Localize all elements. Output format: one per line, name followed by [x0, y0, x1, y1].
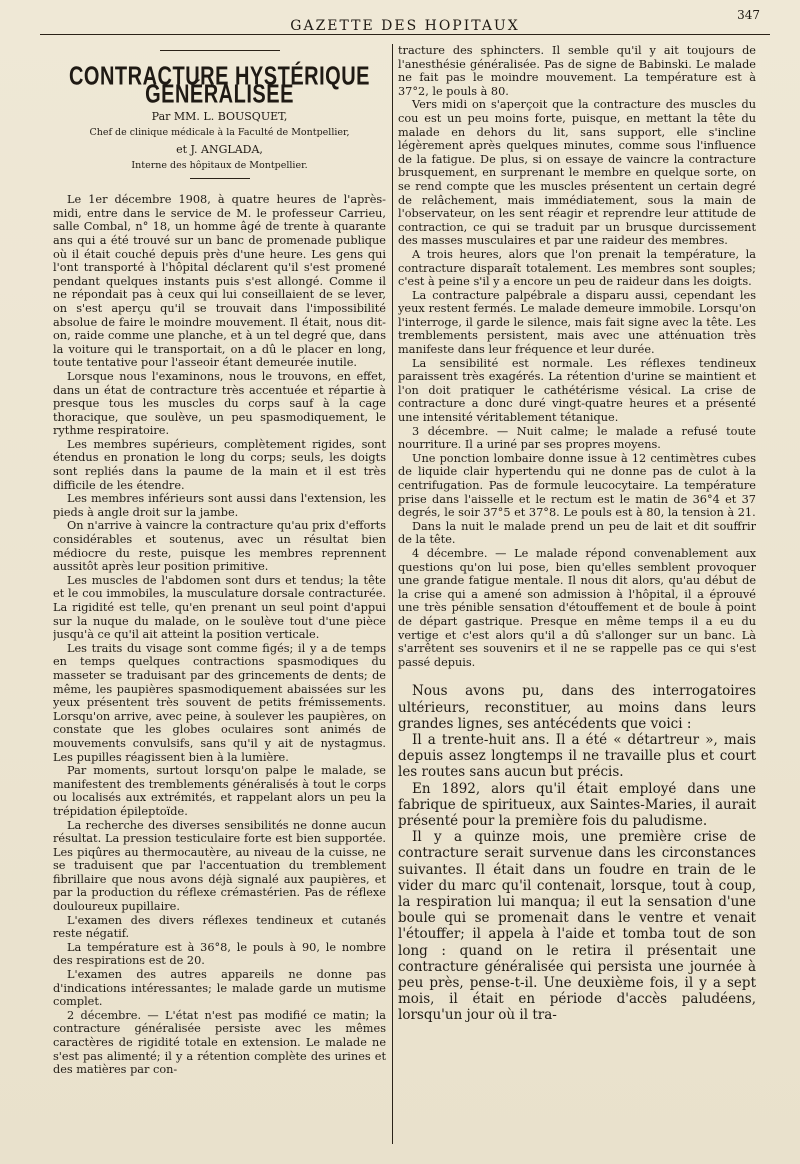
header-rule [40, 34, 770, 35]
title-rule-top [160, 50, 280, 51]
column-divider [392, 44, 393, 1144]
paragraph: La contracture palpébrale a disparu aussi, cependant les yeux restent fermés. Le malade demeure immobile. Lorsqu'on l'interroge, il garde le silence, mais fait signe avec la tête. Les tremblements persistent, mais avec une atténuation très manifeste dans leur fréquence et leur durée. [398, 288, 756, 357]
paragraph: Dans la nuit le malade prend un peu de lait et dit souffrir de la tête. [398, 519, 756, 547]
author-affiliation-2: Interne des hôpitaux de Montpellier. [131, 160, 308, 172]
paragraph: Lorsque nous l'examinons, nous le trouvons, en effet, dans un état de contracture très accentuée et répartie à presque tous les muscles du corps sauf à la cage thoracique, que soulève, un peu spasmodiquement, le rythme respiratoire. [53, 369, 386, 438]
paragraph: Par moments, surtout lorsqu'on palpe le malade, se manifestent des tremblements généralisés à tout le corps ou localisés aux extrémités, et rappelant alors un peu la trépidation épileptoïde. [53, 764, 386, 818]
paragraph: Les membres supérieurs, complètement rigides, sont étendus en pronation le long du corps; seuls, les doigts sont repliés dans la paume de la main et il est très difficile de les étendre. [53, 437, 386, 492]
paragraph: A trois heures, alors que l'on prenait la température, la contracture disparaît totalement. Les membres sont souples; c'est à peine s'il y a encore un peu de raideur dans les doigts. [398, 247, 756, 289]
paragraph: La température est à 36°8, le pouls à 90, le nombre des respirations est de 20. [53, 940, 386, 968]
paragraph: On n'arrive à vaincre la contracture qu'au prix d'efforts considérables et soutenus, avec un résultat bien médiocre du reste, puisque les membres reprennent aussitôt après leur position primitive. [53, 519, 386, 574]
paragraph: Les muscles de l'abdomen sont durs et tendus; la tête et le cou immobiles, la musculature dorsale contracturée. La rigidité est telle, qu'en prenant un seul point d'appui sur la nuque du malade, on le soulève tout d'une pièce jusqu'à ce qu'il ait atteint la position verticale. [53, 573, 386, 642]
paragraph: La recherche des diverses sensibilités ne donne aucun résultat. La pression testiculaire forte est bien supportée. Les piqûres au thermocautère, au niveau de la cuisse, ne se traduisent que par l'accentuation du tremblement fibrillaire que nous avons déjà signalé aux paupières, et par la production du réflexe crémastérien. Pas de réflexe douloureux pupillaire. [53, 818, 386, 914]
paragraph: Les traits du visage sont comme figés; il y a de temps en temps quelques contractions spasmodiques du masseter se traduisant par des grincements de dents; de même, les paupières spasmodiquement abaissées sur les yeux présentent très souvent de petits frémissements. Lorsqu'on arrive, avec peine, à soulever les paupières, on constate que les globes oculaires sont animés de mouvements convulsifs, sans qu'il y ait de nystagmus. Les pupilles réagissent bien à la lumière. [53, 641, 386, 764]
paragraph: Le 1er décembre 1908, à quatre heures de l'après-midi, entre dans le service de M. le professeur Carrieu, salle Combal, n° 18, un homme âgé de trente à quarante ans qui a été trouvé sur un banc de promenade publique où il était couché depuis près d'une heure. Les gens qui l'ont transporté à l'hôpital déclarent qu'il s'est promené pendant quelques instants puis s'est allongé. Comme il ne répondait pas à ceux qui lui conseillaient de se lever, on s'est aperçu qu'il se trouvait dans l'impossibilité absolue de faire le moindre mouvement. Il était, nous dit-on, raide comme une planche, et à un tel degré que, dans la voiture qui le transportait, on a dû le placer en long, toute tentative pour l'asseoir étant demeurée inutile. [53, 193, 386, 370]
title-rule-bottom [190, 178, 250, 179]
right-column [398, 44, 756, 1154]
paragraph: Nous avons pu, dans des interrogatoires ultérieurs, reconstituer, au moins dans leurs grandes lignes, ses antécédents que voici : [398, 683, 756, 732]
paragraph: Il y a quinze mois, une première crise de contracture serait survenue dans les circonstances suivantes. Il était dans un foudre en train de le vider du marc qu'il contenait, lorsque, tout à coup, la respiration lui manqua; il eut la sensation d'une boule qui se promenait dans le ventre et venait l'étouffer; il appela à l'aide et tomba tout de son long : quand on le retira il présentait une contracture généralisée qui persista une journée à peu près, pense-t-il. Une deuxième fois, il y a sept mois, il était en période d'accès paludéens, lorsqu'un jour où il tra- [398, 829, 756, 1024]
author-byline: Par MM. L. BOUSQUET, [151, 110, 288, 124]
paragraph: La sensibilité est normale. Les réflexes tendineux paraissent très exagérés. La rétention d'urine se maintient et l'on doit pratiquer le cathétérisme vésical. La crise de contracture a donc duré vingt-quatre heures et a présenté une intensité véritablement tétanique. [398, 356, 756, 425]
left-column [53, 44, 386, 1144]
article-title: CONTRACTURE HYSTÉRIQUE GÉNÉRALISÉE [68, 62, 370, 109]
page-number: 347 [737, 8, 760, 22]
section-gap [398, 669, 756, 683]
paragraph: Les membres inférieurs sont aussi dans l'extension, les pieds à angle droit sur la jambe. [53, 492, 386, 519]
journal-title: GAZETTE DES HOPITAUX [290, 18, 520, 34]
author-byline-2: et J. ANGLADA, [176, 143, 263, 157]
paragraph: L'examen des autres appareils ne donne pas d'indications intéressantes; le malade garde un mutisme complet. [53, 968, 386, 1009]
paragraph: 2 décembre. — L'état n'est pas modifié ce matin; la contracture généralisée persiste avec les mêmes caractères de rigidité totale en extension. Le malade ne s'est pas alimenté; il y a rétention complète des urines et des matières par con- [53, 1008, 386, 1077]
paragraph: tracture des sphincters. Il semble qu'il y ait toujours de l'anesthésie généralisée. Pas de signe de Babinski. Le malade ne fait pas le moindre mouvement. La température est à 37°2, le pouls à 80. [398, 44, 756, 98]
author-affiliation-1: Chef de clinique médicale à la Faculté de Montpellier, [89, 127, 350, 139]
paragraph: 4 décembre. — Le malade répond convenablement aux questions qu'on lui pose, bien qu'elles semblent provoquer une grande fatigue mentale. Il nous dit alors, qu'au début de la crise qui a amené son admission à l'hôpital, il a éprouvé une très pénible sensation d'étouffement et de boule à point de départ gastrique. Presque en même temps il a eu du vertige et c'est alors qu'il a dû s'allonger sur un banc. Là s'arrêtent ses souvenirs et il ne se rappelle pas ce qui s'est passé depuis. [398, 546, 756, 669]
paragraph: Une ponction lombaire donne issue à 12 centimètres cubes de liquide clair hypertendu qui ne donne pas de culot à la centrifugation. Pas de formule leucocytaire. La température prise dans l'aisselle et le rectum est le matin de 36°4 et 37 degrés, le soir 37°5 et 37°8. Le pouls est à 80, la tension à 21. [398, 451, 756, 520]
paragraph: Il a trente-huit ans. Il a été « détartreur », mais depuis assez longtemps il ne travaille plus et court les routes sans aucun but précis. [398, 731, 756, 781]
paragraph: 3 décembre. — Nuit calme; le malade a refusé toute nourriture. Il a uriné par ses propres moyens. [398, 424, 756, 452]
paragraph: En 1892, alors qu'il était employé dans une fabrique de spiritueux, aux Saintes-Maries, il aurait présenté pour la première fois du paludisme. [398, 780, 756, 829]
paragraph: Vers midi on s'aperçoit que la contracture des muscles du cou est un peu moins forte, puisque, en mettant la tête du malade en dehors du lit, sans support, elle s'incline légèrement après quelques minutes, comme sous l'influence de la fatigue. De plus, si on essaye de vaincre la contracture brusquement, en surprenant le membre en quelque sorte, on se rend compte que les muscles présentent un certain degré de relâchement, mais immédiatement, sous la main de l'observateur, on les sent réagir et reprendre leur attitude de contraction, ce qui se traduit par un brusque durcissement des masses musculaires et par une raideur des membres. [398, 98, 756, 248]
paragraph: L'examen des divers réflexes tendineux et cutanés reste négatif. [53, 913, 386, 941]
